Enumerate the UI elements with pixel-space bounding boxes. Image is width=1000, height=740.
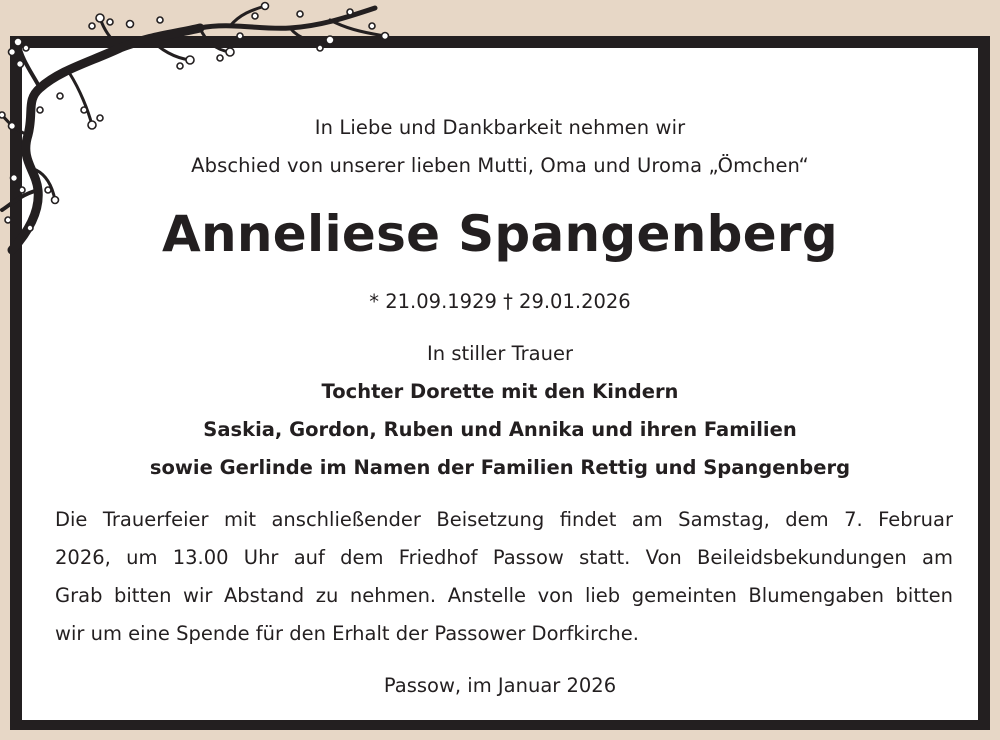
mourning-heading: In stiller Trauer — [427, 342, 573, 365]
intro-line-1: In Liebe und Dankbarkeit nehmen wir — [314, 116, 686, 139]
announcement-line: Die Trauerfeier mit anschließender Beisetzung findet am Samstag, dem 7. Februar — [55, 508, 953, 531]
announcement-line: wir um eine Spende für den Erhalt der Passower Dorfkirche. — [55, 622, 639, 645]
mourner-line: sowie Gerlinde im Namen der Familien Rettig und Spangenberg — [149, 456, 851, 479]
intro-line-2: Abschied von unserer lieben Mutti, Oma und Uroma „Ömchen“ — [191, 154, 809, 177]
birth-death-dates: * 21.09.1929 † 29.01.2026 — [369, 290, 631, 313]
mourner-line: Saskia, Gordon, Ruben und Annika und ihren Familien — [203, 418, 797, 441]
place-and-date: Passow, im Januar 2026 — [383, 674, 617, 697]
mourner-line: Tochter Dorette mit den Kindern — [321, 380, 679, 403]
deceased-name: Anneliese Spangenberg — [162, 205, 838, 263]
announcement-line: Grab bitten wir Abstand zu nehmen. Anstelle von lieb gemeinten Blumengaben bitten — [55, 584, 953, 607]
announcement-line: 2026, um 13.00 Uhr auf dem Friedhof Passow statt. Von Beileidsbekundungen am — [55, 546, 953, 569]
